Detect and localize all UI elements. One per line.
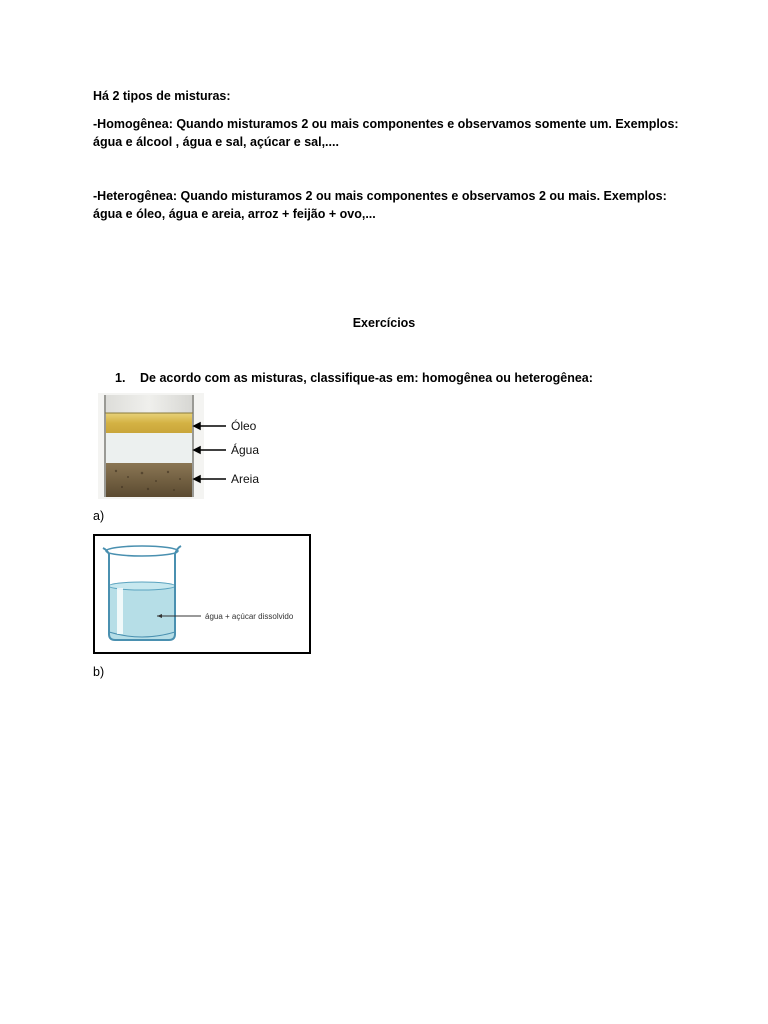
label-areia: Areia <box>231 472 260 486</box>
exercises-title: Exercícios <box>352 316 416 330</box>
caption-sugar-water: água + açúcar dissolvido <box>205 612 294 621</box>
oil-layer <box>106 413 192 433</box>
sugar-water-beaker-figure <box>93 534 311 654</box>
answer-label-a: a) <box>93 509 105 523</box>
label-oleo: Óleo <box>231 419 257 433</box>
water-layer <box>106 433 192 463</box>
label-agua: Água <box>231 443 260 457</box>
answer-label-b: b) <box>93 665 105 679</box>
homogenea-definition-line2: água e álcool , água e sal, açúcar e sal,.... <box>93 135 339 149</box>
oil-water-sand-beaker-figure <box>98 393 308 499</box>
heterogenea-definition-line2: água e óleo, água e areia, arroz + feijão + ovo,... <box>93 207 376 221</box>
intro-heading: Há 2 tipos de misturas: <box>93 89 231 103</box>
question-text: De acordo com as misturas, classifique-as em: homogênea ou heterogênea: <box>140 371 593 385</box>
heterogenea-definition-line1: -Heterogênea: Quando misturamos 2 ou mais componentes e observamos 2 ou mais. Exemplos: <box>93 189 667 203</box>
homogenea-definition-line1: -Homogênea: Quando misturamos 2 ou mais componentes e observamos somente um. Exemplos: <box>93 117 679 131</box>
sand-layer <box>106 463 192 497</box>
glass-highlight <box>117 588 123 634</box>
question-number: 1. <box>115 371 126 385</box>
